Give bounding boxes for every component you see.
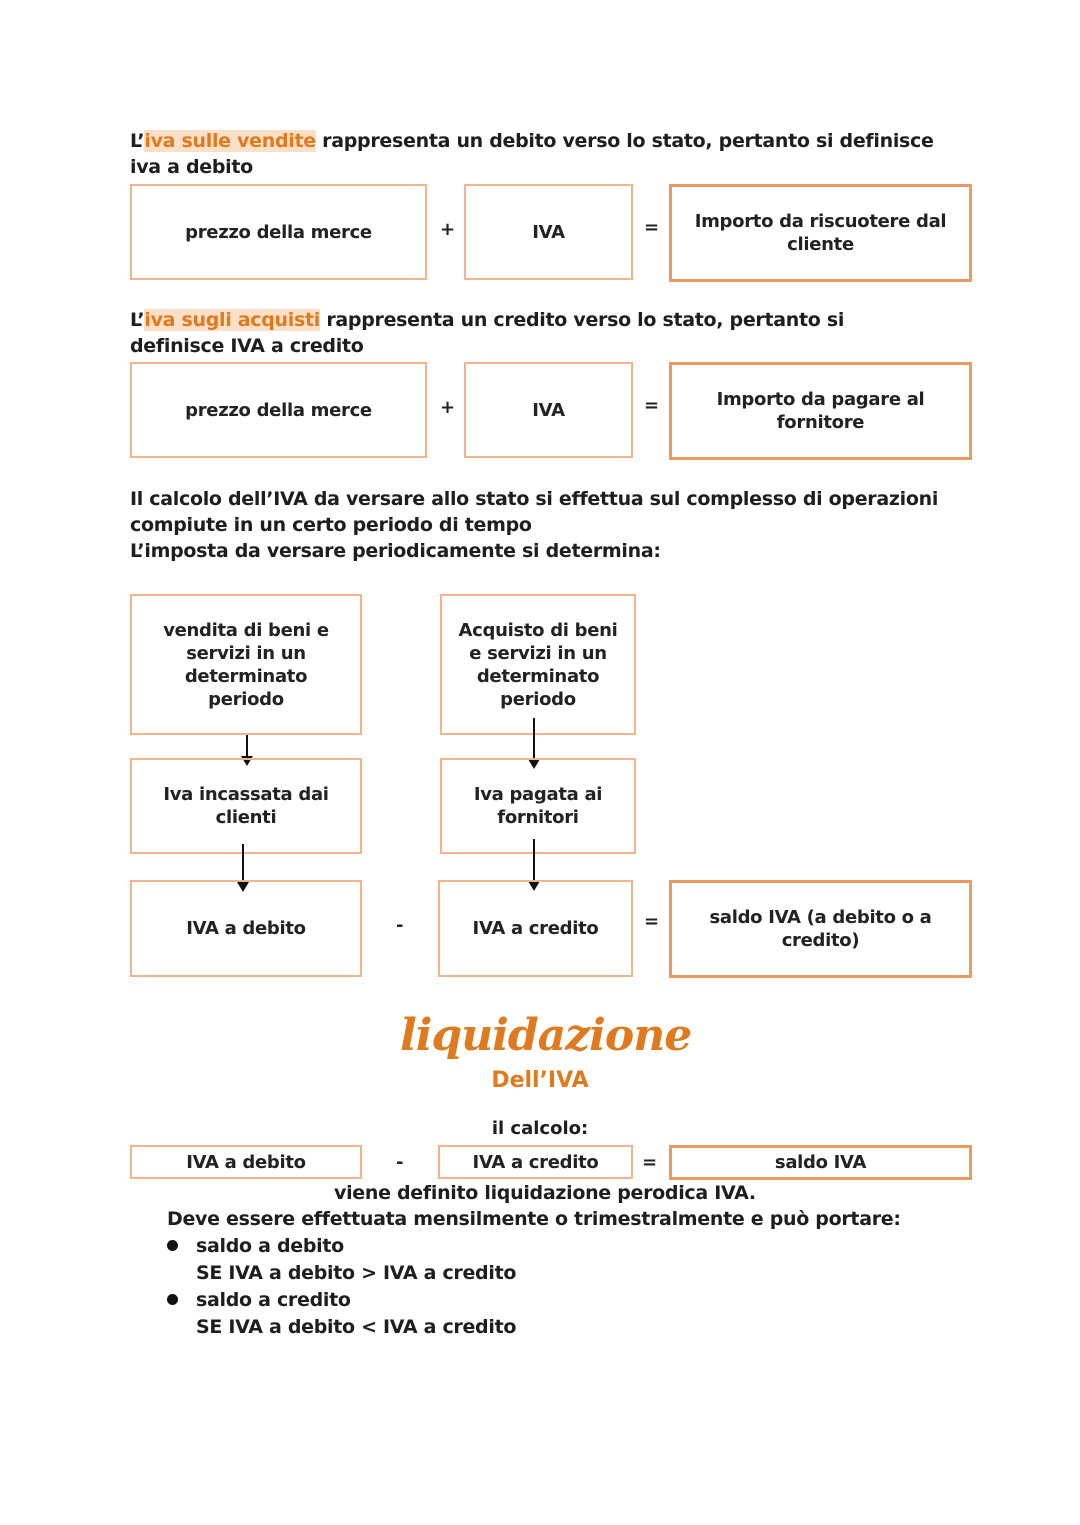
eq1-prezzo-box: prezzo della merce	[130, 184, 427, 280]
flow-iva-credito-box: IVA a credito	[438, 880, 633, 977]
bullet-icon	[167, 1240, 178, 1251]
bullet-saldo-debito-condition: SE IVA a debito > IVA a credito	[196, 1262, 517, 1284]
eq1-plus: +	[440, 219, 456, 240]
liq-equals: =	[642, 1152, 658, 1173]
eq2-plus: +	[440, 397, 456, 418]
flow-iva-pagata-box: Iva pagata ai fornitori	[440, 758, 636, 854]
eq2-importo-box: Importo da pagare al fornitore	[669, 362, 972, 460]
flow-equals: =	[644, 911, 660, 932]
eq1-importo-box: Importo da riscuotere dal cliente	[669, 184, 972, 282]
arrow-down-icon	[246, 735, 248, 758]
highlight-iva-vendite: iva sulle vendite	[144, 130, 316, 152]
calc-label: il calcolo:	[491, 1118, 589, 1139]
bullet-saldo-credito: saldo a credito	[196, 1289, 351, 1311]
liq-minus: -	[396, 1152, 404, 1173]
bullet-icon	[167, 1294, 178, 1305]
eq2-prezzo-box: prezzo della merce	[130, 362, 427, 458]
flow-minus: -	[396, 915, 404, 936]
flow-iva-incassata-box: Iva incassata dai clienti	[130, 758, 362, 854]
flow-saldo-box: saldo IVA (a debito o a credito)	[669, 880, 972, 978]
flow-acquisto-box: Acquisto di beni e servizi in un determinato periodo	[440, 594, 636, 735]
liq-saldo-box: saldo IVA	[669, 1145, 972, 1180]
credito-definition-line2: definisce IVA a credito	[130, 335, 364, 357]
liquidazione-subtitle: Dell’IVA	[491, 1068, 589, 1093]
liquidazione-line2: Deve essere effettuata mensilmente o trimestralmente e può portare:	[167, 1208, 901, 1230]
eq2-iva-box: IVA	[464, 362, 633, 458]
debito-definition: L’iva sulle vendite rappresenta un debito verso lo stato, pertanto si definisce iva a debito	[130, 130, 934, 178]
flow-iva-debito-box: IVA a debito	[130, 880, 362, 977]
arrow-down-icon	[533, 839, 535, 883]
eq1-iva-box: IVA	[464, 184, 633, 280]
calcolo-text: Il calcolo dell’IVA da versare allo stato si effettua sul complesso di operazioni compiute in un certo periodo di tempo L’imposta da versare periodicamente si determina:	[130, 488, 939, 562]
bullet-saldo-debito: saldo a debito	[196, 1235, 344, 1257]
credito-definition: L’iva sugli acquisti rappresenta un credito verso lo stato, pertanto si definisce IVA a credito	[130, 309, 845, 357]
debito-definition-line2: iva a debito	[130, 156, 253, 178]
bullet-saldo-credito-condition: SE IVA a debito < IVA a credito	[196, 1316, 517, 1338]
liquidazione-line1: viene definito liquidazione perodica IVA.	[334, 1182, 756, 1204]
arrow-down-icon	[533, 718, 535, 761]
eq2-equals: =	[644, 395, 660, 416]
highlight-iva-acquisti: iva sugli acquisti	[144, 309, 320, 331]
liquidazione-title: liquidazione	[400, 1010, 692, 1061]
liq-iva-credito-box: IVA a credito	[438, 1145, 633, 1179]
arrow-down-icon	[242, 844, 244, 884]
flow-vendita-box: vendita di beni e servizi in un determinato periodo	[130, 594, 362, 735]
eq1-equals: =	[644, 217, 660, 238]
liq-iva-debito-box: IVA a debito	[130, 1145, 362, 1179]
